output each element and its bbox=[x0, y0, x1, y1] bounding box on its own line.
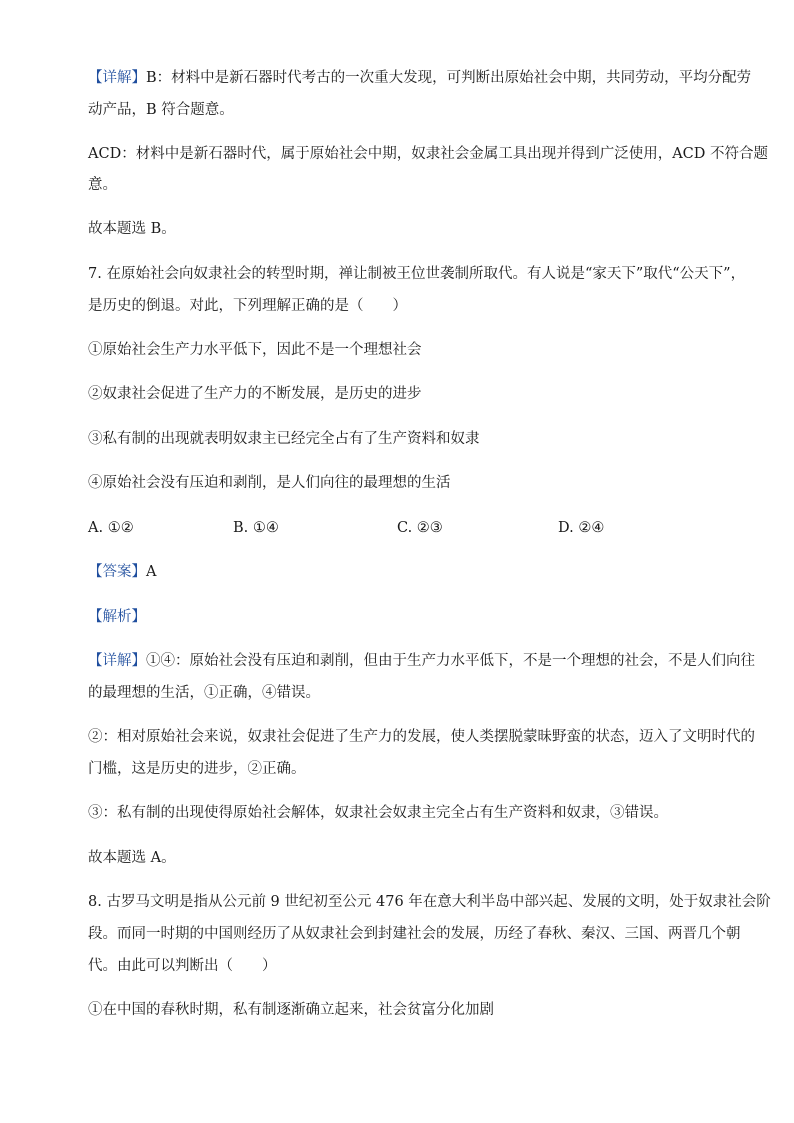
q7-option-c: C. ②③ bbox=[397, 520, 443, 536]
q8-stem-line1: 8. 古罗马文明是指从公元前 9 世纪初至公元 476 年在意大利半岛中部兴起、发展的文明，处于奴隶社会阶 bbox=[88, 894, 771, 910]
answer-value: A bbox=[146, 564, 157, 580]
q7-stem-line1: 7. 在原始社会向奴隶社会的转型时期，禅让制被王位世袭制所取代。有人说是“家天下”取代“公天下”， bbox=[88, 266, 746, 282]
q7-detail1-line1 bbox=[88, 646, 755, 677]
q8-stem-line2: 段。而同一时期的中国则经历了从奴隶社会到封建社会的发展，历经了春秋、秦汉、三国、两晋几个朝 bbox=[88, 926, 741, 942]
q7-detail3: ③：私有制的出现使得原始社会解体，奴隶社会奴隶主完全占有生产资料和奴隶，③错误。 bbox=[88, 805, 668, 821]
q7-item-1: ①原始社会生产力水平低下，因此不是一个理想社会 bbox=[88, 342, 422, 358]
q7-answer bbox=[88, 557, 728, 588]
q7-option-d: D. ②④ bbox=[558, 520, 605, 536]
q7-detail1-text: ①④：原始社会没有压迫和剥削，但由于生产力水平低下，不是一个理想的社会，不是人们向往 bbox=[146, 653, 755, 669]
q7-analysis-tag: 【解析】 bbox=[88, 609, 146, 625]
q7-detail2-line1: ②：相对原始社会来说，奴隶社会促进了生产力的发展，使人类摆脱蒙昧野蛮的状态，迈入了文明时代的 bbox=[88, 729, 755, 745]
conclusion-a: 故本题选 A。 bbox=[88, 850, 176, 866]
q7-option-b: B. ①④ bbox=[233, 520, 279, 536]
answer-tag: 【答案】 bbox=[88, 564, 146, 580]
detail-tag: 【详解】 bbox=[88, 653, 146, 669]
q7-item-4: ④原始社会没有压迫和剥削，是人们向往的最理想的生活 bbox=[88, 475, 451, 491]
detail-tag: 【详解】 bbox=[88, 70, 146, 86]
analysis1-line1 bbox=[88, 63, 752, 94]
analysis1-text: B：材料中是新石器时代考古的一次重大发现，可判断出原始社会中期，共同劳动，平均分配劳 bbox=[146, 70, 752, 86]
q7-item-2: ②奴隶社会促进了生产力的不断发展，是历史的进步 bbox=[88, 386, 422, 402]
q7-detail1-line2: 的最理想的生活，①正确，④错误。 bbox=[88, 685, 320, 701]
q7-item-3: ③私有制的出现就表明奴隶主已经完全占有了生产资料和奴隶 bbox=[88, 431, 480, 447]
analysis2-line1: ACD：材料中是新石器时代，属于原始社会中期，奴隶社会金属工具出现并得到广泛使用，ACD 不符合题 bbox=[88, 146, 768, 162]
q8-item-1: ①在中国的春秋时期，私有制逐渐确立起来，社会贫富分化加剧 bbox=[88, 1002, 494, 1018]
conclusion-b: 故本题选 B。 bbox=[88, 221, 176, 237]
q7-detail2-line2: 门槛，这是历史的进步，②正确。 bbox=[88, 761, 306, 777]
analysis2-line2: 意。 bbox=[88, 177, 117, 193]
q7-stem-line2: 是历史的倒退。对此，下列理解正确的是（ ） bbox=[88, 298, 407, 314]
q8-stem-line3: 代。由此可以判断出（ ） bbox=[88, 958, 277, 974]
q7-option-a: A. ①② bbox=[88, 520, 134, 536]
analysis1-line2: 动产品，B 符合题意。 bbox=[88, 102, 234, 118]
